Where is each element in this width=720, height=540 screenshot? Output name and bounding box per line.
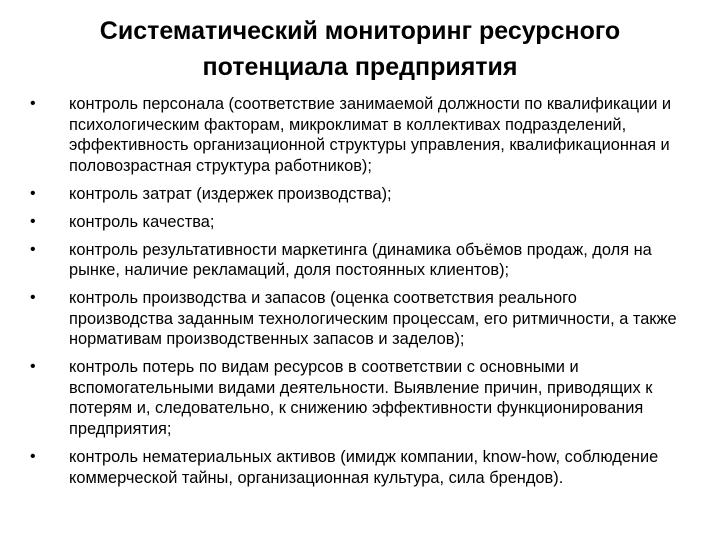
bullet-item-intangible-assets-control — [30, 447, 685, 488]
bullet-marker: • — [30, 184, 36, 202]
bullet-item-loss-control — [30, 357, 685, 439]
bullet-item-personnel-control — [30, 94, 685, 176]
bullet-text: контроль производства и запасов (оценка соответствия реального производства заданным технологическим процессам, его ритмичности, а также нормативам производственных запасов и заделов); — [69, 289, 677, 349]
slide-title-line-1: Систематический мониторинг ресурсного — [99, 17, 621, 45]
slide-title-line-2: потенциала предприятия — [202, 53, 518, 81]
bullet-text: контроль качества; — [69, 212, 215, 231]
slide-title — [40, 13, 680, 85]
bullet-item-quality-control — [30, 212, 685, 233]
bullet-marker: • — [30, 448, 36, 466]
bullet-item-marketing-control — [30, 240, 685, 281]
bullet-text: контроль потерь по видам ресурсов в соответствии с основными и вспомогательными видами деятельности. Выявление причин, приводящих к потерям и, следовательно, к снижению эффективности функционирования предприятия; — [69, 358, 653, 438]
bullet-marker: • — [30, 358, 36, 376]
bullet-text: контроль персонала (соответствие занимаемой должности по квалификации и психологическим факторам, микроклимат в коллективах подразделений, эффективность организационной структуры управления, квалификационная и половозрастная структура работников); — [69, 95, 672, 175]
bullet-text: контроль затрат (издержек производства); — [69, 184, 392, 203]
bullet-list — [30, 94, 685, 496]
bullet-text: контроль результативности маркетинга (динамика объёмов продаж, доля на рынке, наличие рекламаций, доля постоянных клиентов); — [69, 240, 652, 280]
bullet-text: контроль нематериальных активов (имидж компании, know-how, соблюдение коммерческой тайны, организационная культура, сила брендов). — [69, 448, 659, 487]
bullet-marker: • — [30, 95, 36, 112]
bullet-item-cost-control — [30, 184, 685, 205]
bullet-marker: • — [30, 240, 36, 258]
bullet-marker: • — [30, 289, 36, 307]
bullet-marker: • — [30, 212, 36, 230]
bullet-item-production-control — [30, 288, 685, 350]
